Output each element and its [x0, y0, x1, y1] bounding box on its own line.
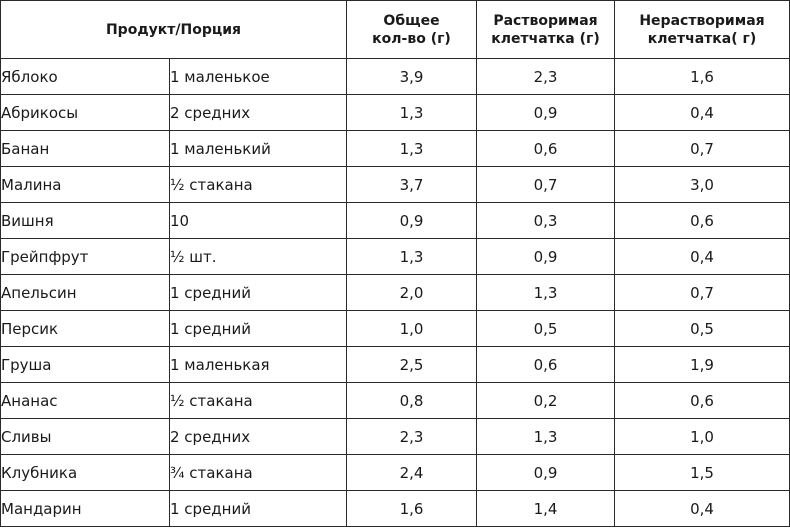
- cell-insoluble: 0,6: [615, 383, 790, 419]
- cell-total: 0,9: [347, 203, 477, 239]
- cell-total: 1,3: [347, 131, 477, 167]
- table-row: [1, 275, 790, 311]
- cell-portion: ½ стакана: [170, 167, 347, 203]
- cell-portion: 10: [170, 203, 347, 239]
- cell-portion: 1 средний: [170, 311, 347, 347]
- header-soluble-line1: Растворимая: [493, 12, 598, 29]
- cell-insoluble: 1,5: [615, 455, 790, 491]
- cell-insoluble: 1,9: [615, 347, 790, 383]
- cell-soluble: 0,6: [477, 131, 615, 167]
- cell-portion: 1 маленький: [170, 131, 347, 167]
- cell-insoluble: 0,5: [615, 311, 790, 347]
- table-row: [1, 59, 790, 95]
- cell-insoluble: 0,4: [615, 239, 790, 275]
- cell-insoluble: 1,0: [615, 419, 790, 455]
- cell-soluble: 0,2: [477, 383, 615, 419]
- cell-soluble: 0,5: [477, 311, 615, 347]
- cell-insoluble: 0,4: [615, 95, 790, 131]
- cell-total: 1,3: [347, 95, 477, 131]
- cell-product: Абрикосы: [1, 95, 170, 131]
- cell-portion: 1 средний: [170, 275, 347, 311]
- cell-product: Апельсин: [1, 275, 170, 311]
- header-total-line2: кол-во (г): [372, 30, 451, 47]
- cell-product: Мандарин: [1, 491, 170, 527]
- table-row: [1, 239, 790, 275]
- cell-portion: ½ стакана: [170, 383, 347, 419]
- cell-insoluble: 0,7: [615, 275, 790, 311]
- cell-total: 1,6: [347, 491, 477, 527]
- cell-soluble: 0,7: [477, 167, 615, 203]
- cell-soluble: 0,9: [477, 239, 615, 275]
- cell-insoluble: 3,0: [615, 167, 790, 203]
- cell-product: Грейпфрут: [1, 239, 170, 275]
- header-product-portion-label: Продукт/Порция: [105, 21, 242, 38]
- table-row: [1, 491, 790, 527]
- cell-total: 2,5: [347, 347, 477, 383]
- cell-soluble: 0,6: [477, 347, 615, 383]
- cell-soluble: 1,3: [477, 419, 615, 455]
- cell-insoluble: 1,6: [615, 59, 790, 95]
- table-row: [1, 95, 790, 131]
- table-row: [1, 383, 790, 419]
- table-row: [1, 455, 790, 491]
- cell-portion: ¾ стакана: [170, 455, 347, 491]
- cell-total: 1,3: [347, 239, 477, 275]
- cell-portion: ½ шт.: [170, 239, 347, 275]
- cell-soluble: 1,3: [477, 275, 615, 311]
- cell-portion: 1 средний: [170, 491, 347, 527]
- cell-soluble: 0,3: [477, 203, 615, 239]
- table-row: [1, 203, 790, 239]
- header-insoluble-line1: Нерастворимая: [639, 12, 765, 29]
- cell-total: 1,0: [347, 311, 477, 347]
- cell-total: 0,8: [347, 383, 477, 419]
- table-row: [1, 347, 790, 383]
- cell-total: 2,4: [347, 455, 477, 491]
- cell-soluble: 0,9: [477, 455, 615, 491]
- table-row: [1, 167, 790, 203]
- header-total-line1: Общее: [383, 12, 440, 29]
- cell-soluble: 1,4: [477, 491, 615, 527]
- cell-product: Персик: [1, 311, 170, 347]
- cell-product: Вишня: [1, 203, 170, 239]
- cell-insoluble: 0,7: [615, 131, 790, 167]
- cell-product: Яблоко: [1, 59, 170, 95]
- table-body: [1, 59, 790, 527]
- cell-product: Груша: [1, 347, 170, 383]
- cell-insoluble: 0,6: [615, 203, 790, 239]
- table-row: [1, 311, 790, 347]
- cell-total: 2,0: [347, 275, 477, 311]
- table-header: [1, 1, 790, 59]
- cell-soluble: 2,3: [477, 59, 615, 95]
- cell-insoluble: 0,4: [615, 491, 790, 527]
- cell-soluble: 0,9: [477, 95, 615, 131]
- cell-product: Сливы: [1, 419, 170, 455]
- table-row: [1, 131, 790, 167]
- cell-portion: 1 маленькая: [170, 347, 347, 383]
- header-row: [1, 1, 790, 59]
- cell-total: 2,3: [347, 419, 477, 455]
- cell-total: 3,9: [347, 59, 477, 95]
- header-soluble-line2: клетчатка (г): [491, 30, 600, 47]
- cell-portion: 2 средних: [170, 419, 347, 455]
- header-insoluble: [615, 1, 790, 59]
- cell-product: Малина: [1, 167, 170, 203]
- header-product-portion: [1, 1, 347, 59]
- cell-product: Ананас: [1, 383, 170, 419]
- cell-portion: 1 маленькое: [170, 59, 347, 95]
- header-insoluble-line2: клетчатка( г): [647, 30, 757, 47]
- cell-total: 3,7: [347, 167, 477, 203]
- cell-product: Банан: [1, 131, 170, 167]
- header-soluble: [477, 1, 615, 59]
- cell-portion: 2 средних: [170, 95, 347, 131]
- header-total: [347, 1, 477, 59]
- table-row: [1, 419, 790, 455]
- cell-product: Клубника: [1, 455, 170, 491]
